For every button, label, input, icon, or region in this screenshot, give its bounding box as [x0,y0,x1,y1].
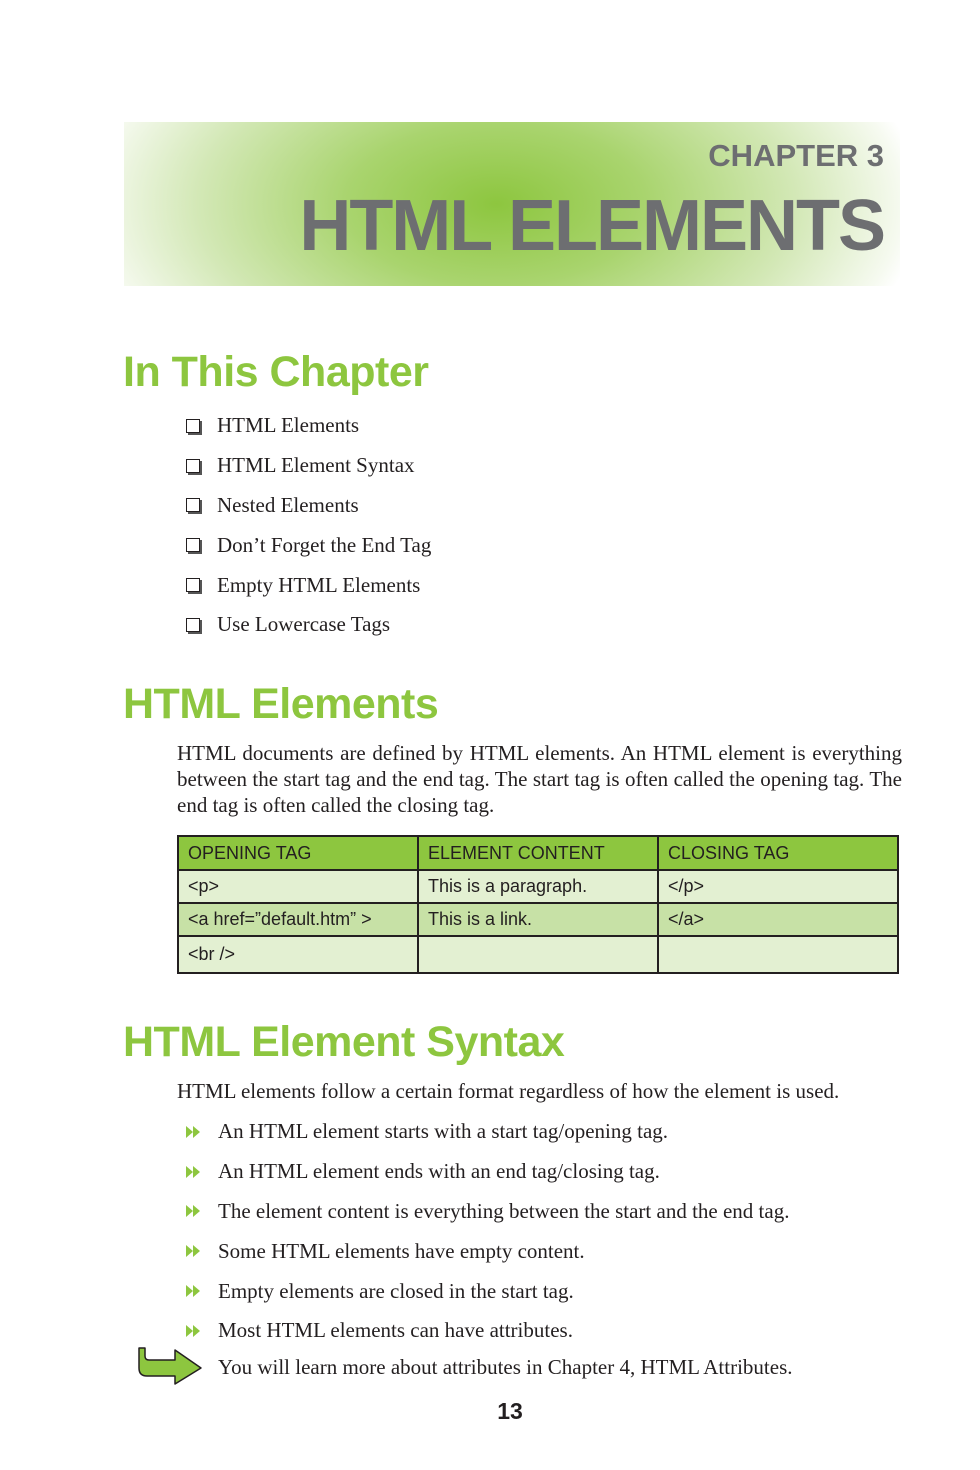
page-number: 13 [497,1398,523,1424]
table-cell: This is a paragraph. [418,870,658,903]
list-item [186,406,431,446]
double-arrow-bullet-icon [186,1204,202,1218]
table-cell: <br /> [178,936,418,973]
chapter-label: CHAPTER 3 [708,138,884,173]
list-item [186,1192,789,1232]
list-item-label: Don’t Forget the End Tag [217,532,432,557]
table-cell: <a href=”default.htm” > [178,903,418,936]
table-row [178,870,898,903]
list-item-label: Some HTML elements have empty content. [218,1238,585,1263]
column-header: CLOSING TAG [658,836,898,870]
chapter-title: HTML ELEMENTS [299,186,884,266]
list-item [186,486,431,526]
list-item-label: Empty HTML Elements [217,572,421,597]
list-item-label: HTML Element Syntax [217,453,415,478]
list-item [186,1231,789,1271]
list-item [186,565,431,605]
table-cell: <p> [178,870,418,903]
html-elements-paragraph: HTML documents are defined by HTML elements. An HTML element is everything between the start tag and the end tag. The start tag is often called the opening tag. The end tag is often called the closing tag. [177,741,902,817]
chapter-contents-list [186,406,431,645]
list-item-label: An HTML element starts with a start tag/opening tag. [218,1119,669,1144]
checkbox-bullet-icon [186,618,200,632]
table-row [178,903,898,936]
list-item-label: Nested Elements [217,492,359,517]
table-cell: This is a link. [418,903,658,936]
list-item-label: An HTML element ends with an end tag/closing tag. [218,1159,660,1184]
list-item-label: Most HTML elements can have attributes. [218,1318,573,1343]
html-elements-heading: HTML Elements [123,680,439,728]
checkbox-bullet-icon [186,419,200,433]
table-row [178,936,898,973]
table-cell: </p> [658,870,898,903]
table-cell [418,936,658,973]
list-item-label: Use Lowercase Tags [217,612,391,637]
list-item [186,1112,789,1152]
in-this-chapter-heading: In This Chapter [123,348,429,396]
list-item [186,605,431,645]
note-text: You will learn more about attributes in Chapter 4, HTML Attributes. [218,1354,793,1379]
element-syntax-heading: HTML Element Syntax [123,1018,565,1066]
list-item [186,1152,789,1192]
double-arrow-bullet-icon [186,1324,202,1338]
list-item [186,525,431,565]
checkbox-bullet-icon [186,459,200,473]
list-item-label: HTML Elements [217,413,360,438]
table-header-row [178,836,898,870]
double-arrow-bullet-icon [186,1284,202,1298]
double-arrow-bullet-icon [186,1244,202,1258]
element-syntax-intro: HTML elements follow a certain format regardless of how the element is used. [177,1079,840,1103]
table-cell: </a> [658,903,898,936]
arrow-callout-icon [137,1346,205,1388]
double-arrow-bullet-icon [186,1165,202,1179]
column-header: OPENING TAG [178,836,418,870]
list-item-label: The element content is everything between the start and the end tag. [218,1198,790,1223]
list-item-label: Empty elements are closed in the start tag. [218,1278,574,1303]
column-header: ELEMENT CONTENT [418,836,658,870]
list-item [186,1271,789,1311]
tag-table [177,835,899,974]
table-cell [658,936,898,973]
checkbox-bullet-icon [186,538,200,552]
checkbox-bullet-icon [186,498,200,512]
note-callout [137,1346,793,1388]
checkbox-bullet-icon [186,578,200,592]
list-item [186,446,431,486]
syntax-bullet-list [186,1112,789,1351]
double-arrow-bullet-icon [186,1125,202,1139]
list-item [186,1311,789,1351]
